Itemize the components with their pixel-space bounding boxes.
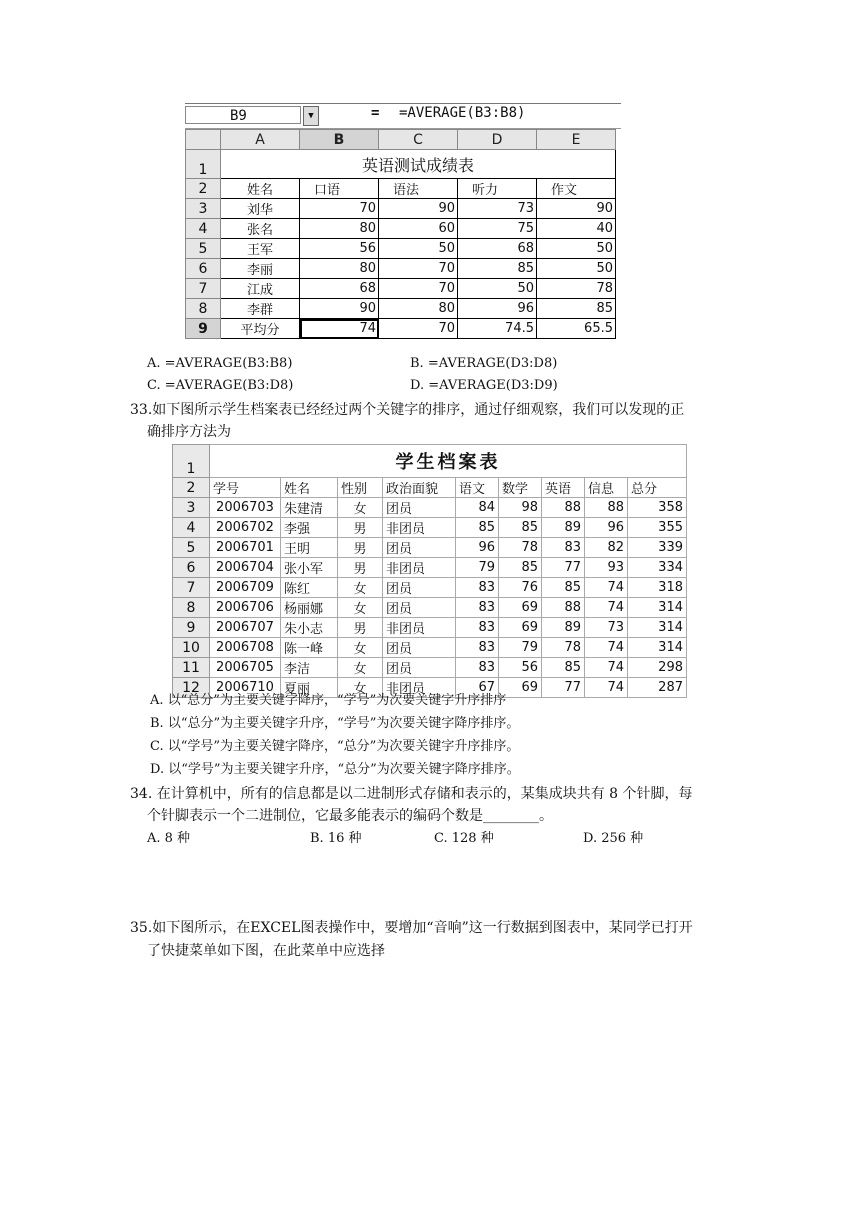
q33-question-line1: 33.如下图所示学生档案表已经经过两个关键字的排序，通过仔细观察，我们可以发现的正 bbox=[130, 402, 685, 418]
value-cell: 75 bbox=[458, 219, 537, 239]
row-header[interactable]: 3 bbox=[173, 498, 210, 518]
record-cell: 2006701 bbox=[210, 538, 281, 558]
table-row bbox=[173, 498, 687, 518]
row-header[interactable]: 7 bbox=[173, 578, 210, 598]
q35-question-line2: 了快捷菜单如下图，在此菜单中应选择 bbox=[147, 943, 385, 959]
record-cell: 女 bbox=[338, 498, 383, 518]
row-header[interactable]: 12 bbox=[173, 678, 210, 698]
record-cell: 85 bbox=[542, 658, 585, 678]
header-cell: 学号 bbox=[210, 478, 281, 498]
record-cell: 团员 bbox=[383, 498, 456, 518]
record-cell: 非团员 bbox=[383, 678, 456, 698]
record-cell: 69 bbox=[499, 618, 542, 638]
value-cell: 78 bbox=[537, 279, 616, 299]
header-cell: 信息 bbox=[585, 478, 628, 498]
corner-cell[interactable] bbox=[186, 130, 221, 150]
record-cell: 男 bbox=[338, 618, 383, 638]
record-cell: 77 bbox=[542, 558, 585, 578]
name-box[interactable]: B9 bbox=[185, 106, 301, 124]
record-cell: 杨丽娜 bbox=[281, 598, 338, 618]
name-cell: 王军 bbox=[221, 239, 300, 259]
q35-question-line1: 35.如下图所示，在EXCEL图表操作中，要增加“音响”这一行数据到图表中，某同学已打开 bbox=[130, 920, 693, 936]
record-cell: 84 bbox=[456, 498, 499, 518]
col-header-c[interactable]: C bbox=[379, 130, 458, 150]
q34-option-a: A. 8 种 bbox=[147, 831, 191, 846]
average-cell: 70 bbox=[379, 319, 458, 339]
record-cell: 89 bbox=[542, 618, 585, 638]
record-cell: 314 bbox=[628, 638, 687, 658]
table-row bbox=[173, 618, 687, 638]
record-cell: 88 bbox=[542, 598, 585, 618]
record-cell: 74 bbox=[585, 638, 628, 658]
average-label-cell: 平均分 bbox=[221, 319, 300, 339]
value-cell: 70 bbox=[379, 279, 458, 299]
record-cell: 89 bbox=[542, 518, 585, 538]
name-cell: 江成 bbox=[221, 279, 300, 299]
value-cell: 73 bbox=[458, 199, 537, 219]
record-cell: 314 bbox=[628, 598, 687, 618]
record-cell: 团员 bbox=[383, 598, 456, 618]
value-cell: 85 bbox=[458, 259, 537, 279]
table-row bbox=[173, 598, 687, 618]
record-cell: 83 bbox=[456, 618, 499, 638]
value-cell: 70 bbox=[300, 199, 379, 219]
record-cell: 83 bbox=[542, 538, 585, 558]
value-cell: 50 bbox=[537, 239, 616, 259]
row-header-9[interactable]: 9 bbox=[186, 319, 221, 339]
record-cell: 男 bbox=[338, 538, 383, 558]
record-cell: 339 bbox=[628, 538, 687, 558]
q33-question-line2: 确排序方法为 bbox=[147, 424, 231, 440]
record-cell: 96 bbox=[585, 518, 628, 538]
row-header[interactable]: 8 bbox=[173, 598, 210, 618]
table-row bbox=[173, 578, 687, 598]
header-cell: 作文 bbox=[537, 179, 616, 199]
record-cell: 朱建清 bbox=[281, 498, 338, 518]
record-cell: 张小军 bbox=[281, 558, 338, 578]
value-cell: 56 bbox=[300, 239, 379, 259]
record-cell: 287 bbox=[628, 678, 687, 698]
record-cell: 朱小志 bbox=[281, 618, 338, 638]
record-cell: 2006709 bbox=[210, 578, 281, 598]
record-cell: 女 bbox=[338, 598, 383, 618]
record-cell: 陈一峰 bbox=[281, 638, 338, 658]
row-header-2[interactable]: 2 bbox=[186, 179, 221, 199]
record-cell: 83 bbox=[456, 578, 499, 598]
record-cell: 团员 bbox=[383, 578, 456, 598]
table-row bbox=[173, 558, 687, 578]
col-header-d[interactable]: D bbox=[458, 130, 537, 150]
name-cell: 李丽 bbox=[221, 259, 300, 279]
header-cell: 听力 bbox=[458, 179, 537, 199]
formula-equals: = bbox=[371, 105, 380, 121]
row-header[interactable]: 3 bbox=[186, 199, 221, 219]
q34-question-line2: 个针脚表示一个二进制位，它最多能表示的编码个数是________。 bbox=[147, 808, 553, 824]
record-cell: 团员 bbox=[383, 638, 456, 658]
value-cell: 68 bbox=[458, 239, 537, 259]
name-cell: 李群 bbox=[221, 299, 300, 319]
name-cell: 刘华 bbox=[221, 199, 300, 219]
record-cell: 2006706 bbox=[210, 598, 281, 618]
record-cell: 76 bbox=[499, 578, 542, 598]
record-cell: 67 bbox=[456, 678, 499, 698]
record-cell: 2006703 bbox=[210, 498, 281, 518]
record-cell: 女 bbox=[338, 638, 383, 658]
record-cell: 314 bbox=[628, 618, 687, 638]
header-cell: 语文 bbox=[456, 478, 499, 498]
record-cell: 2006705 bbox=[210, 658, 281, 678]
record-cell: 74 bbox=[585, 598, 628, 618]
formula-text[interactable]: =AVERAGE(B3:B8) bbox=[399, 105, 526, 121]
row-header-2[interactable]: 2 bbox=[173, 478, 210, 498]
table-row bbox=[173, 538, 687, 558]
q33-option-b: B. 以“总分”为主要关键字升序，“学号”为次要关键字降序排序。 bbox=[150, 716, 520, 731]
record-cell: 83 bbox=[456, 658, 499, 678]
record-cell: 男 bbox=[338, 558, 383, 578]
table-row bbox=[173, 518, 687, 538]
value-cell: 85 bbox=[537, 299, 616, 319]
record-cell: 非团员 bbox=[383, 518, 456, 538]
value-cell: 90 bbox=[537, 199, 616, 219]
value-cell: 90 bbox=[300, 299, 379, 319]
row-header[interactable]: 9 bbox=[173, 618, 210, 638]
q32-option-a: A. =AVERAGE(B3:B8) bbox=[147, 356, 293, 371]
value-cell: 80 bbox=[300, 219, 379, 239]
value-cell: 70 bbox=[379, 259, 458, 279]
student-records-spreadsheet bbox=[172, 444, 706, 697]
header-cell: 性别 bbox=[338, 478, 383, 498]
record-cell: 69 bbox=[499, 678, 542, 698]
row-header[interactable]: 11 bbox=[173, 658, 210, 678]
col-header-e[interactable]: E bbox=[537, 130, 616, 150]
record-cell: 团员 bbox=[383, 538, 456, 558]
row-header[interactable]: 6 bbox=[186, 259, 221, 279]
row-header[interactable]: 10 bbox=[173, 638, 210, 658]
row-header[interactable]: 8 bbox=[186, 299, 221, 319]
average-cell: 65.5 bbox=[537, 319, 616, 339]
value-cell: 90 bbox=[379, 199, 458, 219]
record-cell: 74 bbox=[585, 678, 628, 698]
q34-option-c: C. 128 种 bbox=[434, 831, 494, 846]
row-header[interactable]: 5 bbox=[173, 538, 210, 558]
row-header[interactable]: 7 bbox=[186, 279, 221, 299]
record-cell: 男 bbox=[338, 518, 383, 538]
record-cell: 69 bbox=[499, 598, 542, 618]
record-cell: 358 bbox=[628, 498, 687, 518]
row-header-1[interactable]: 1 bbox=[186, 150, 221, 179]
header-cell: 口语 bbox=[300, 179, 379, 199]
row-header[interactable]: 6 bbox=[173, 558, 210, 578]
q33-option-d: D. 以“学号”为主要关键字升序，“总分”为次要关键字降序排序。 bbox=[150, 762, 520, 777]
record-cell: 2006704 bbox=[210, 558, 281, 578]
value-cell: 80 bbox=[300, 259, 379, 279]
header-cell: 总分 bbox=[628, 478, 687, 498]
table-title: 学生档案表 bbox=[210, 445, 687, 478]
value-cell: 40 bbox=[537, 219, 616, 239]
record-cell: 79 bbox=[456, 558, 499, 578]
value-cell: 68 bbox=[300, 279, 379, 299]
header-cell: 姓名 bbox=[221, 179, 300, 199]
record-cell: 团员 bbox=[383, 658, 456, 678]
record-cell: 334 bbox=[628, 558, 687, 578]
record-cell: 85 bbox=[499, 558, 542, 578]
record-cell: 78 bbox=[542, 638, 585, 658]
row-header[interactable]: 4 bbox=[173, 518, 210, 538]
record-cell: 82 bbox=[585, 538, 628, 558]
q33-option-c: C. 以“学号”为主要关键字降序，“总分”为次要关键字升序排序。 bbox=[150, 739, 520, 754]
record-cell: 2006707 bbox=[210, 618, 281, 638]
row-header[interactable]: 4 bbox=[186, 219, 221, 239]
q32-option-b: B. =AVERAGE(D3:D8) bbox=[410, 356, 558, 371]
record-cell: 85 bbox=[499, 518, 542, 538]
header-cell: 语法 bbox=[379, 179, 458, 199]
record-cell: 李强 bbox=[281, 518, 338, 538]
record-cell: 女 bbox=[338, 578, 383, 598]
header-cell: 姓名 bbox=[281, 478, 338, 498]
q32-option-d: D. =AVERAGE(D3:D9) bbox=[410, 378, 558, 393]
record-cell: 女 bbox=[338, 678, 383, 698]
record-cell: 355 bbox=[628, 518, 687, 538]
header-cell: 数学 bbox=[499, 478, 542, 498]
record-cell: 318 bbox=[628, 578, 687, 598]
value-cell: 96 bbox=[458, 299, 537, 319]
table-title: 英语测试成绩表 bbox=[221, 150, 616, 179]
value-cell: 50 bbox=[458, 279, 537, 299]
record-cell: 陈红 bbox=[281, 578, 338, 598]
record-cell: 74 bbox=[585, 578, 628, 598]
q34-option-b: B. 16 种 bbox=[310, 831, 362, 846]
record-cell: 98 bbox=[499, 498, 542, 518]
q34-question-line1: 34. 在计算机中，所有的信息都是以二进制形式存储和表示的，某集成块共有 8 个针脚，每 bbox=[130, 786, 693, 802]
record-cell: 79 bbox=[499, 638, 542, 658]
record-cell: 王明 bbox=[281, 538, 338, 558]
student-records-table bbox=[172, 444, 687, 698]
record-cell: 85 bbox=[456, 518, 499, 538]
row-header[interactable]: 5 bbox=[186, 239, 221, 259]
record-cell: 298 bbox=[628, 658, 687, 678]
record-cell: 2006708 bbox=[210, 638, 281, 658]
value-cell: 50 bbox=[379, 239, 458, 259]
record-cell: 88 bbox=[542, 498, 585, 518]
record-cell: 73 bbox=[585, 618, 628, 638]
value-cell: 50 bbox=[537, 259, 616, 279]
average-cell: 74.5 bbox=[458, 319, 537, 339]
average-score-spreadsheet bbox=[185, 103, 621, 339]
q34-option-d: D. 256 种 bbox=[583, 831, 644, 846]
record-cell: 74 bbox=[585, 658, 628, 678]
col-header-b[interactable]: B bbox=[300, 130, 379, 150]
record-cell: 96 bbox=[456, 538, 499, 558]
q32-option-c: C. =AVERAGE(B3:D8) bbox=[147, 378, 294, 393]
record-cell: 李洁 bbox=[281, 658, 338, 678]
record-cell: 非团员 bbox=[383, 558, 456, 578]
name-cell: 张名 bbox=[221, 219, 300, 239]
formula-bar bbox=[185, 103, 621, 129]
header-cell: 政治面貌 bbox=[383, 478, 456, 498]
q33-option-a: A. 以“总分”为主要关键字降序，“学号”为次要关键字升序排序 bbox=[150, 693, 507, 708]
record-cell: 88 bbox=[585, 498, 628, 518]
score-table bbox=[185, 129, 616, 339]
record-cell: 56 bbox=[499, 658, 542, 678]
record-cell: 83 bbox=[456, 598, 499, 618]
record-cell: 非团员 bbox=[383, 618, 456, 638]
value-cell: 60 bbox=[379, 219, 458, 239]
record-cell: 2006710 bbox=[210, 678, 281, 698]
active-cell-b9[interactable]: 74 bbox=[300, 319, 379, 339]
record-cell: 83 bbox=[456, 638, 499, 658]
table-row bbox=[173, 658, 687, 678]
name-box-dropdown-icon[interactable]: ▼ bbox=[303, 106, 319, 126]
col-header-a[interactable]: A bbox=[221, 130, 300, 150]
header-cell: 英语 bbox=[542, 478, 585, 498]
row-header-1[interactable]: 1 bbox=[173, 445, 210, 478]
table-row bbox=[173, 638, 687, 658]
record-cell: 78 bbox=[499, 538, 542, 558]
record-cell: 夏丽 bbox=[281, 678, 338, 698]
record-cell: 2006702 bbox=[210, 518, 281, 538]
record-cell: 93 bbox=[585, 558, 628, 578]
value-cell: 80 bbox=[379, 299, 458, 319]
record-cell: 85 bbox=[542, 578, 585, 598]
record-cell: 女 bbox=[338, 658, 383, 678]
record-cell: 77 bbox=[542, 678, 585, 698]
